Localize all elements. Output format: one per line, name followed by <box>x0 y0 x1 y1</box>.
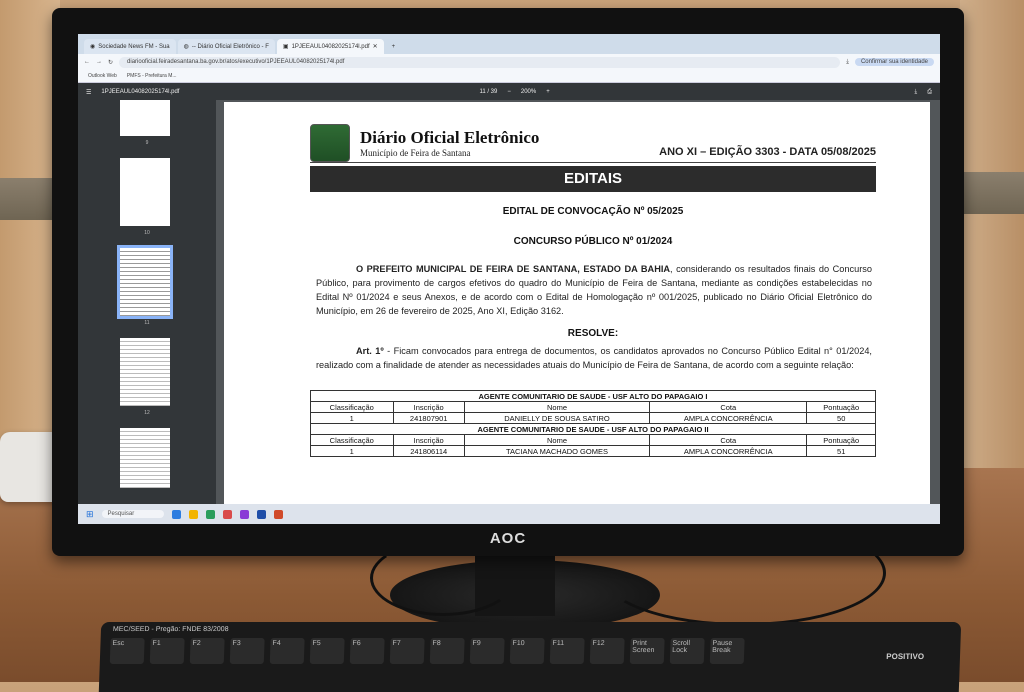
edition-info: ANO XI – EDIÇÃO 3303 - DATA 05/08/2025 <box>659 146 876 158</box>
address-bar-row <box>78 54 940 70</box>
key: F2 <box>190 638 225 664</box>
table-header-row <box>311 402 876 413</box>
column-header: Nome <box>464 435 649 446</box>
edital-heading: EDITAL DE CONVOCAÇÃO Nº 05/2025 <box>502 206 684 217</box>
browser-tab[interactable] <box>84 39 176 54</box>
windows-start-icon[interactable]: ⊞ <box>86 508 94 519</box>
divider <box>310 162 876 163</box>
word-icon[interactable] <box>257 510 266 519</box>
globe-icon: ◍ <box>183 44 189 50</box>
thumbnail-number: 10 <box>144 230 150 236</box>
monitor-brand: AOC <box>489 530 527 547</box>
cell: AMPLA CONCORRÊNCIA <box>650 446 807 457</box>
key: Pause Break <box>710 638 745 664</box>
tab-label: 1PJEEAUL04082025174l.pdf <box>291 43 370 50</box>
candidates-table <box>310 390 876 457</box>
download-icon[interactable]: ⤓ <box>846 58 849 65</box>
table-row <box>311 413 876 424</box>
forward-icon[interactable]: → <box>96 59 102 65</box>
article-text: - Ficam convocados para entrega de documentos, os candidatos aprovados no Concurso Público Edital n° 01/2024, realizado com a finalidade de atender as necessidades atuais do Município de Feira de Santana, de acordo com a seguinte relação: <box>316 346 872 370</box>
intro-bold: O PREFEITO MUNICIPAL DE FEIRA DE SANTANA, ESTADO DA BAHIA <box>356 264 671 274</box>
page-thumbnail[interactable] <box>120 338 170 406</box>
cell: TACIANA MACHADO GOMES <box>464 446 649 457</box>
cell: 51 <box>807 446 876 457</box>
counter-right <box>960 172 1024 214</box>
page-thumbnail[interactable] <box>120 100 170 136</box>
powerpoint-icon[interactable] <box>274 510 283 519</box>
bookmarks-bar <box>78 70 940 83</box>
cell: 1 <box>311 446 394 457</box>
column-header: Nome <box>464 402 649 413</box>
bookmark-item[interactable]: PMFS - Prefeitura M... <box>126 73 177 79</box>
cell: 1 <box>311 413 394 424</box>
profile-button[interactable]: Confirmar sua identidade <box>855 58 934 66</box>
zoom-in-icon[interactable]: + <box>546 89 550 95</box>
column-header: Pontuação <box>807 435 876 446</box>
browser-tab[interactable] <box>178 39 275 54</box>
taskbar <box>78 504 940 524</box>
menu-icon[interactable]: ☰ <box>86 89 92 96</box>
url-input[interactable]: diariooficial.feiradesantana.ba.gov.br/atos/executivo/1PJEEAUL04082025174l.pdf <box>119 57 840 68</box>
cell: 50 <box>807 413 876 424</box>
zoom-out-icon[interactable]: − <box>507 89 511 95</box>
column-header: Inscrição <box>393 435 464 446</box>
new-tab-button[interactable]: + <box>391 43 396 50</box>
cell: 241807901 <box>393 413 464 424</box>
table-title: AGENTE COMUNITARIO DE SAUDE - USF ALTO DO PAPAGAIO I <box>311 391 876 402</box>
wall-left <box>0 0 60 470</box>
key: F9 <box>470 638 505 664</box>
cell: 241806114 <box>393 446 464 457</box>
thumbnail-number: 9 <box>145 140 149 146</box>
reload-icon[interactable]: ↻ <box>108 59 114 66</box>
column-header: Inscrição <box>393 402 464 413</box>
concurso-heading: CONCURSO PÚBLICO Nº 01/2024 <box>513 236 673 247</box>
column-header: Cota <box>650 402 807 413</box>
pdf-icon: ▣ <box>282 44 289 50</box>
page-thumbnail[interactable] <box>120 158 170 226</box>
key: F11 <box>550 638 585 664</box>
key: F10 <box>510 638 545 664</box>
close-icon[interactable]: ✕ <box>372 44 378 50</box>
tab-label: -- Diário Oficial Eletrônico - F <box>191 43 269 50</box>
radio-icon: ◉ <box>90 44 96 50</box>
key: F5 <box>310 638 345 664</box>
bookmark-item[interactable]: Outlook Web <box>88 73 117 79</box>
thumbnail-number: 11 <box>144 320 150 326</box>
browser-tab-active[interactable] <box>277 39 384 54</box>
print-icon[interactable]: ⎙ <box>927 88 932 95</box>
app-icon[interactable] <box>240 510 249 519</box>
key: F7 <box>390 638 425 664</box>
app-icon[interactable] <box>223 510 232 519</box>
key: Print Screen <box>630 638 665 664</box>
section-banner: EDITAIS <box>310 166 876 192</box>
download-icon[interactable]: ⤓ <box>914 88 918 95</box>
key-row <box>110 638 951 664</box>
page-thumbnail-selected[interactable] <box>120 248 170 316</box>
thumbnail-sidebar <box>78 100 216 504</box>
key: F8 <box>430 638 465 664</box>
wall-right <box>960 0 1024 470</box>
cell: AMPLA CONCORRÊNCIA <box>650 413 807 424</box>
cell: DANIELLY DE SOUSA SATIRO <box>464 413 649 424</box>
keyboard-brand: POSITIVO <box>886 652 925 661</box>
column-header: Pontuação <box>807 402 876 413</box>
key: F6 <box>350 638 385 664</box>
key: F1 <box>150 638 185 664</box>
taskbar-search[interactable]: Pesquisar <box>102 510 165 518</box>
intro-paragraph <box>316 262 872 318</box>
column-header: Classificação <box>311 402 394 413</box>
doc-subtitle: Município de Feira de Santana <box>360 148 471 158</box>
coat-of-arms-icon <box>310 124 350 162</box>
screen <box>78 34 940 524</box>
zoom-level[interactable]: 200% <box>520 89 537 95</box>
thumbnail-number: 12 <box>144 410 150 416</box>
edge-icon[interactable] <box>172 510 181 519</box>
page-thumbnail[interactable] <box>120 428 170 488</box>
table-title: AGENTE COMUNITARIO DE SAUDE - USF ALTO DO PAPAGAIO II <box>311 424 876 435</box>
key: F12 <box>590 638 625 664</box>
key: Esc <box>110 638 145 664</box>
pdf-filename: 1PJEEAUL04082025174l.pdf <box>101 89 180 95</box>
page-indicator[interactable]: 11 / 39 <box>479 89 498 95</box>
chrome-icon[interactable] <box>206 510 215 519</box>
table-header-row <box>311 435 876 446</box>
article-bold: Art. 1º <box>356 346 384 356</box>
table-row <box>311 446 876 457</box>
column-header: Classificação <box>311 435 394 446</box>
keyboard-label: MEC/SEED - Pregão: FNDE 83/2008 <box>112 626 229 633</box>
folder-icon[interactable] <box>189 510 198 519</box>
key: F3 <box>230 638 265 664</box>
tab-label: Sociedade News FM - Sua <box>98 43 170 50</box>
pdf-page <box>224 102 930 504</box>
key: F4 <box>270 638 305 664</box>
article-paragraph <box>316 344 872 372</box>
doc-title: Diário Oficial Eletrônico <box>360 128 540 147</box>
back-icon[interactable]: ← <box>84 59 90 65</box>
column-header: Cota <box>650 435 807 446</box>
browser-tab-strip <box>78 34 940 54</box>
pdf-toolbar <box>78 83 940 101</box>
doc-header <box>310 124 539 162</box>
resolve-heading: RESOLVE: <box>567 328 619 339</box>
intro-text: , considerando os resultados finais do Concurso Público, para provimento de cargos efetivos do quadro do Município de Feira de Santana, mediante as condições estabelecidas no Edital Nº 01/2024 e seus Anexos, e de acordo com o Edital de Homologação nº 001/2025, publicado no Diário Oficial Eletrônico do Município, em 26 de fevereiro de 2025, Ano XI, Edição 3162. <box>316 264 872 316</box>
pdf-viewer <box>78 100 940 504</box>
key: Scroll Lock <box>670 638 705 664</box>
